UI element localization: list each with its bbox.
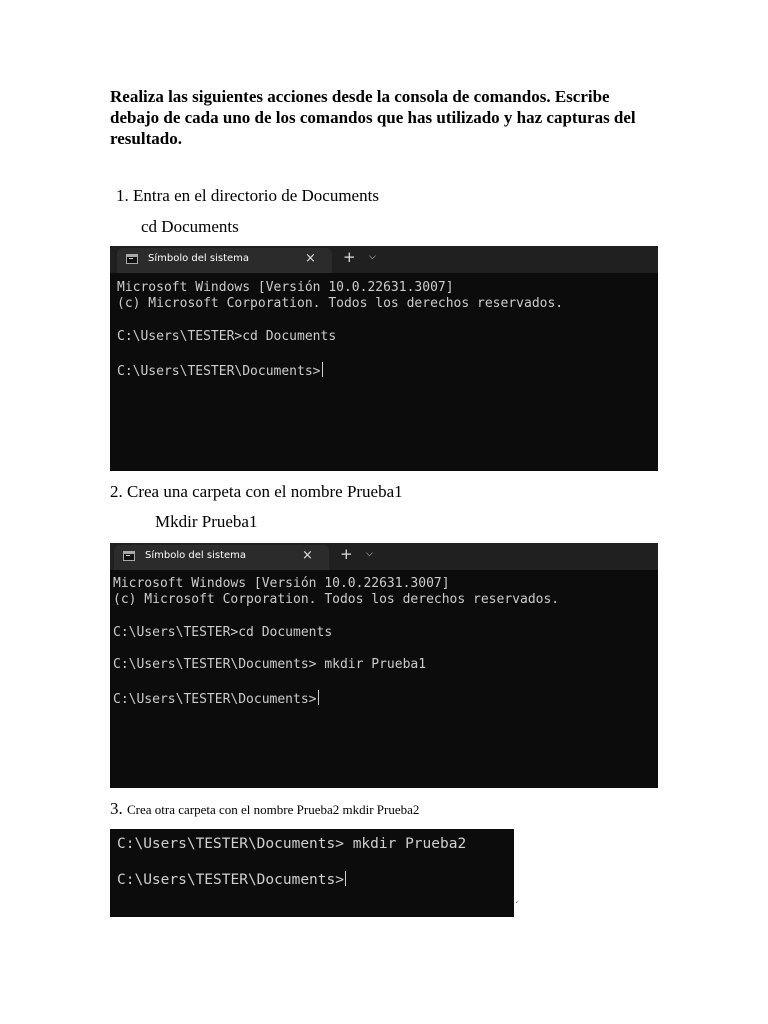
terminal-line: C:\Users\TESTER\Documents> mkdir Prueba1 — [113, 657, 427, 672]
step-3-text: Crea otra carpeta con el nombre Prueba2 mkdir Prueba2 — [127, 802, 420, 817]
plus-icon[interactable]: + — [340, 545, 353, 563]
close-icon[interactable]: × — [305, 251, 316, 266]
step-1-command: cd Documents — [141, 217, 239, 236]
terminal-line: Microsoft Windows [Versión 10.0.22631.3007] — [117, 280, 454, 295]
terminal-prompt-line[interactable] — [117, 871, 346, 889]
terminal-prompt: C:\Users\TESTER\Documents> — [117, 872, 344, 888]
chevron-down-icon[interactable]: ⌵ — [366, 549, 373, 559]
terminal-tab-title: Símbolo del sistema — [148, 253, 250, 264]
terminal-tab[interactable] — [114, 545, 329, 570]
cmd-prompt-icon — [123, 551, 135, 561]
terminal-line: Microsoft Windows [Versión 10.0.22631.3007] — [113, 576, 450, 591]
text-cursor — [318, 690, 319, 705]
instructions-paragraph: Realiza las siguientes acciones desde la consola de comandos. Escribe debajo de cada uno de los comandos que has utilizado y haz capturas del resultado. — [110, 87, 636, 148]
terminal-screenshot-1 — [110, 246, 658, 471]
terminal-tab[interactable] — [117, 248, 332, 273]
terminal-line: C:\Users\TESTER>cd Documents — [117, 329, 337, 344]
terminal-prompt-line[interactable] — [113, 690, 319, 708]
terminal-prompt: C:\Users\TESTER\Documents> — [117, 364, 321, 379]
step-3-number: 3. — [110, 799, 123, 818]
step-3-heading — [110, 799, 419, 820]
terminal-screenshot-2 — [110, 543, 658, 788]
terminal-line: C:\Users\TESTER>cd Documents — [113, 625, 333, 640]
text-cursor — [322, 362, 323, 377]
terminal-prompt-line[interactable] — [117, 362, 323, 380]
step-1-heading: 1. Entra en el directorio de Documents — [116, 186, 379, 205]
terminal-line: (c) Microsoft Corporation. Todos los derechos reservados. — [117, 296, 564, 311]
chevron-down-icon[interactable]: ⌵ — [369, 252, 376, 262]
text-cursor — [345, 871, 346, 886]
terminal-tab-bar — [110, 246, 658, 273]
terminal-tab-bar — [110, 543, 658, 570]
close-icon[interactable]: × — [302, 548, 313, 563]
step-2-heading: 2. Crea una carpeta con el nombre Prueba1 — [110, 482, 403, 501]
cmd-prompt-icon — [126, 254, 138, 264]
stray-mark: ´ — [515, 900, 519, 912]
terminal-screenshot-3 — [110, 829, 514, 917]
plus-icon[interactable]: + — [343, 248, 356, 266]
terminal-line: C:\Users\TESTER\Documents> mkdir Prueba2 — [117, 836, 467, 852]
terminal-tab-title: Símbolo del sistema — [145, 550, 247, 561]
terminal-line: (c) Microsoft Corporation. Todos los derechos reservados. — [113, 592, 560, 607]
terminal-prompt: C:\Users\TESTER\Documents> — [113, 692, 317, 707]
step-2-command: Mkdir Prueba1 — [155, 512, 258, 531]
